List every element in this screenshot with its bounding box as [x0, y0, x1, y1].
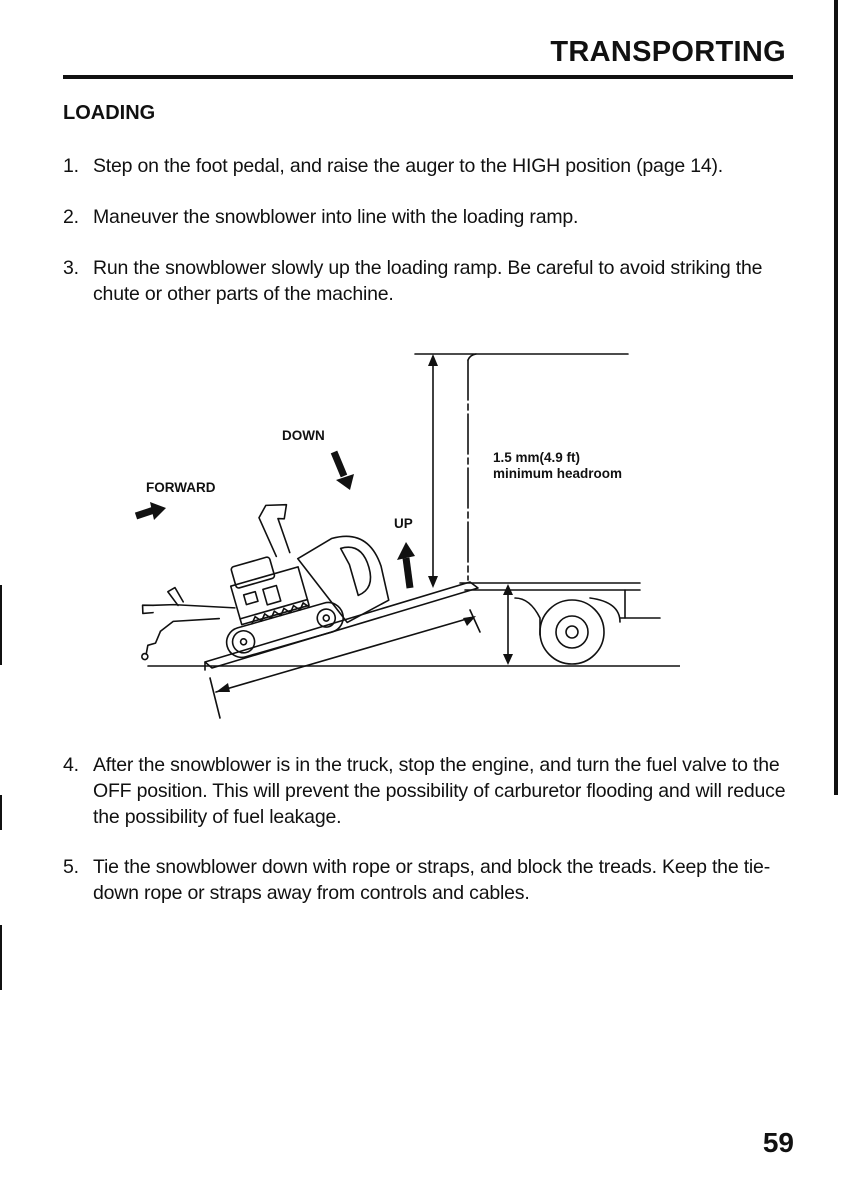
step-number: 2.: [63, 206, 79, 228]
step-number: 3.: [63, 257, 79, 279]
snowblower-handlebar: [159, 609, 219, 635]
loading-ramp-illustration: [120, 340, 680, 730]
step-text: Maneuver the snowblower into line with the loading ramp.: [93, 206, 579, 228]
page-edge-bar: [834, 0, 838, 795]
truck-wheel: [540, 600, 604, 664]
auger-opening: [341, 542, 376, 596]
track-wheel-center: [240, 638, 247, 645]
instruction-list: [63, 153, 803, 332]
page-header-title: TRANSPORTING: [550, 36, 786, 68]
scan-mark: [0, 925, 2, 990]
step-text: Step on the foot pedal, and raise the auger to the HIGH position (page 14).: [93, 155, 724, 177]
snowblower-engine: [231, 567, 309, 625]
track-wheel-center: [323, 614, 330, 621]
control-cable: [141, 631, 165, 654]
step-number: 1.: [63, 155, 79, 177]
step-text: Tie the snowblower down with rope or straps, and block the treads. Keep the tie-down rope or straps away from controls and cables.: [93, 856, 770, 904]
ramp-extension-line: [210, 678, 220, 718]
truck-wheel-hub: [556, 616, 588, 648]
figure-label-down: DOWN: [282, 428, 325, 443]
instruction-step: [63, 204, 803, 230]
auger-housing: [295, 528, 393, 631]
page-number: 59: [762, 1127, 794, 1158]
instruction-step: [63, 255, 803, 307]
step-text: Run the snowblower slowly up the loading ramp. Be careful to avoid striking the chute or other parts of the machine.: [93, 257, 763, 305]
handle-grip: [141, 602, 155, 615]
instruction-step: [63, 153, 803, 179]
step-number: 5.: [63, 856, 79, 878]
engine-detail: [263, 586, 281, 605]
down-arrow-icon: [334, 452, 354, 490]
up-arrow-icon: [397, 542, 415, 588]
instruction-list: [63, 752, 803, 930]
truck-cab-corner: [468, 354, 476, 360]
step-number: 4.: [63, 754, 79, 776]
scan-mark: [0, 585, 2, 665]
header-rule: [63, 75, 793, 79]
section-title: LOADING: [63, 102, 156, 124]
track-wheel: [230, 628, 257, 655]
figure-label-forward: FORWARD: [146, 480, 216, 495]
handle-knob: [141, 653, 148, 660]
dimension-arrowhead: [428, 354, 438, 366]
dimension-arrowhead: [428, 576, 438, 588]
discharge-chute: [256, 500, 299, 558]
truck-fender: [515, 598, 540, 635]
dimension-arrowhead: [503, 654, 513, 665]
forward-arrow-icon: [136, 502, 166, 520]
engine-detail: [244, 592, 258, 605]
step-text: After the snowblower is in the truck, stop the engine, and turn the fuel valve to the OFF position. This will prevent the possibility of carburetor flooding and will reduce the possibility of fuel leakage.: [93, 754, 786, 828]
headroom-value-label: 1.5 mm(4.9 ft): [493, 450, 581, 465]
instruction-step: [63, 854, 803, 906]
headroom-caption-label: minimum headroom: [493, 466, 623, 481]
scan-mark: [0, 795, 2, 830]
figure-label-up: UP: [394, 516, 413, 531]
dimension-arrowhead: [216, 683, 230, 692]
snowblower-handlebar: [153, 584, 235, 630]
truck-wheel-center: [566, 626, 578, 638]
instruction-step: [63, 752, 803, 830]
